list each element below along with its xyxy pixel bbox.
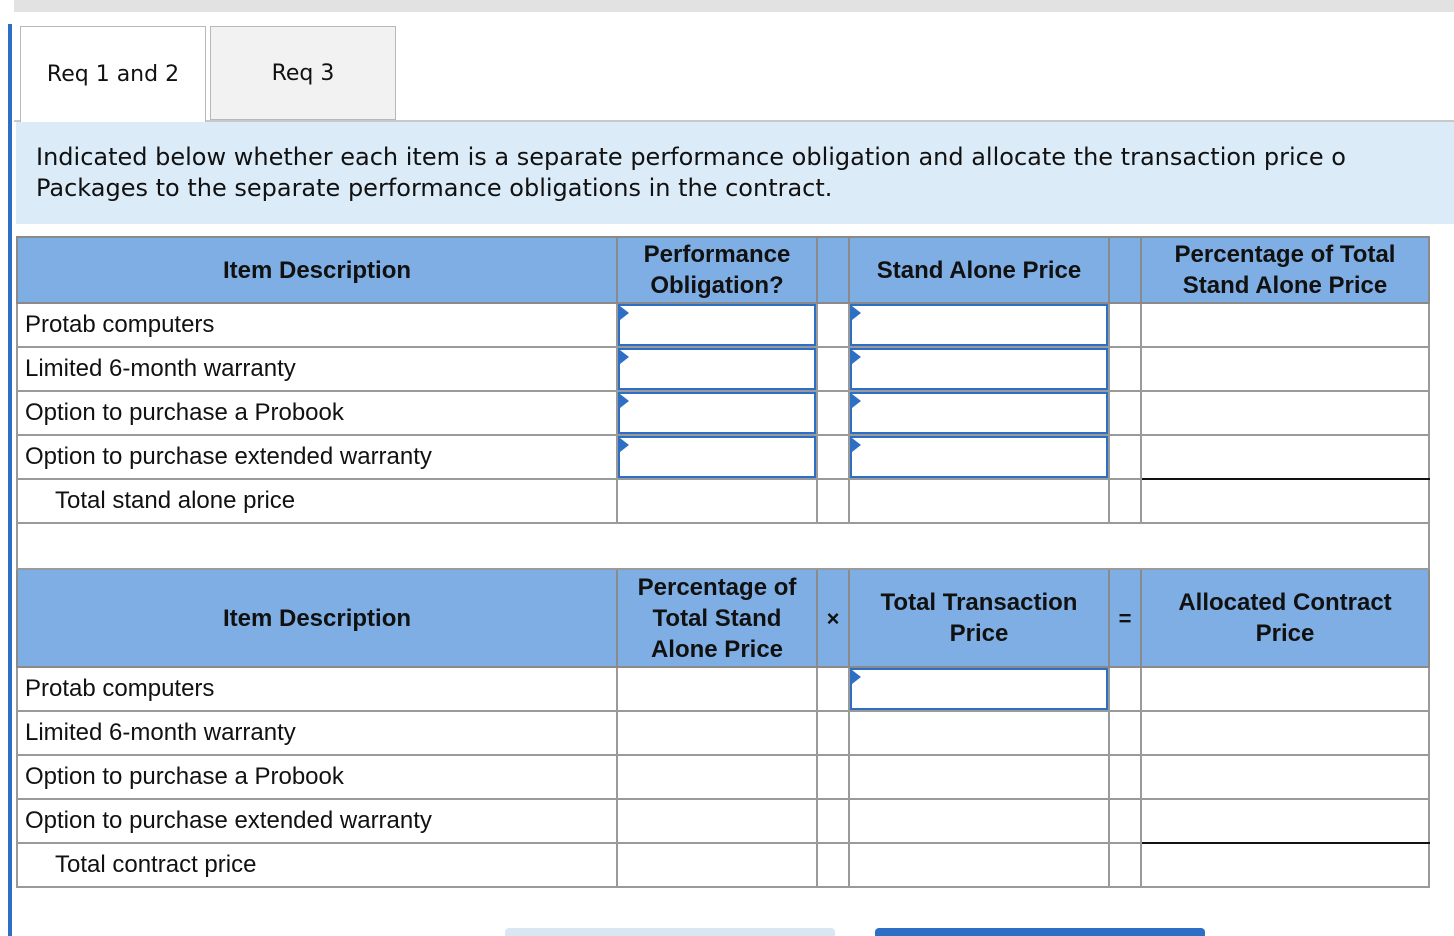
row-label: Option to purchase a Probook	[17, 391, 617, 435]
stand-alone-price-input[interactable]	[850, 304, 1108, 346]
top-bar	[14, 0, 1454, 12]
dropdown-indicator-icon	[620, 350, 629, 364]
allocation-worksheet	[16, 236, 1430, 888]
performance-obligation-cell	[617, 435, 817, 479]
percentage-cell	[1141, 303, 1429, 347]
performance-obligation-dropdown[interactable]	[618, 392, 816, 434]
stand-alone-price-input[interactable]	[850, 436, 1108, 478]
empty-cell	[817, 799, 849, 843]
total-contract-label: Total contract price	[17, 843, 617, 887]
table-row	[17, 435, 1429, 479]
dropdown-indicator-icon	[620, 394, 629, 408]
spacer-row	[17, 523, 1429, 569]
empty-cell	[817, 435, 849, 479]
header-stand-alone-price: Stand Alone Price	[849, 237, 1109, 303]
header-allocated-contract-price: Allocated Contract Price	[1141, 569, 1429, 667]
empty-cell	[1109, 755, 1141, 799]
header-spacer	[817, 237, 849, 303]
total-transaction-price-input[interactable]	[850, 668, 1108, 710]
table-row	[17, 347, 1429, 391]
empty-cell	[1109, 843, 1141, 887]
allocated-price-cell	[1141, 667, 1429, 711]
table-row	[17, 391, 1429, 435]
next-button[interactable]	[875, 928, 1205, 936]
left-accent-bar	[8, 24, 12, 936]
performance-obligation-dropdown[interactable]	[618, 304, 816, 346]
total-stand-alone-label: Total stand alone price	[17, 479, 617, 523]
row-label: Protab computers	[17, 303, 617, 347]
stand-alone-price-cell	[849, 303, 1109, 347]
times-operator: ×	[817, 569, 849, 667]
performance-obligation-dropdown[interactable]	[618, 436, 816, 478]
percentage-cell	[617, 667, 817, 711]
empty-cell	[817, 667, 849, 711]
total-row	[17, 479, 1429, 523]
input-indicator-icon	[852, 438, 861, 452]
empty-cell	[1109, 711, 1141, 755]
row-label: Option to purchase extended warranty	[17, 799, 617, 843]
empty-cell	[817, 711, 849, 755]
table-row	[17, 303, 1429, 347]
empty-cell	[1109, 347, 1141, 391]
row-label: Limited 6-month warranty	[17, 347, 617, 391]
total-contract-value	[1141, 843, 1429, 887]
empty-cell	[1109, 435, 1141, 479]
header-item-description: Item Description	[17, 237, 617, 303]
empty-cell	[817, 391, 849, 435]
input-indicator-icon	[852, 350, 861, 364]
tab-label: Req 3	[271, 60, 335, 86]
empty-cell	[617, 479, 817, 523]
performance-obligation-dropdown[interactable]	[618, 348, 816, 390]
stand-alone-price-cell	[849, 347, 1109, 391]
empty-cell	[1109, 303, 1141, 347]
transaction-price-cell	[849, 667, 1109, 711]
transaction-price-cell	[849, 711, 1109, 755]
instructions-panel	[16, 122, 1454, 224]
table-row	[17, 711, 1429, 755]
stand-alone-price-input[interactable]	[850, 348, 1108, 390]
percentage-cell	[617, 711, 817, 755]
dropdown-indicator-icon	[620, 438, 629, 452]
transaction-price-cell	[849, 755, 1109, 799]
spacer-cell	[17, 523, 1429, 569]
header-percentage-of-total: Percentage of Total Stand Alone Price	[1141, 237, 1429, 303]
table-row	[17, 799, 1429, 843]
row-label: Limited 6-month warranty	[17, 711, 617, 755]
allocated-price-cell	[1141, 799, 1429, 843]
equals-operator: =	[1109, 569, 1141, 667]
empty-cell	[817, 843, 849, 887]
performance-obligation-cell	[617, 391, 817, 435]
percentage-cell	[1141, 435, 1429, 479]
tab-req-3[interactable]	[210, 26, 396, 120]
stand-alone-price-cell	[849, 391, 1109, 435]
instructions-line-2: Packages to the separate performance obligations in the contract.	[36, 174, 833, 202]
percentage-cell	[617, 755, 817, 799]
row-label: Option to purchase extended warranty	[17, 435, 617, 479]
transaction-price-cell	[849, 799, 1109, 843]
input-indicator-icon	[852, 306, 861, 320]
dropdown-indicator-icon	[620, 306, 629, 320]
total-stand-alone-value	[849, 479, 1109, 523]
stand-alone-price-cell	[849, 435, 1109, 479]
tab-req-1-and-2[interactable]	[20, 26, 206, 122]
table-row	[17, 755, 1429, 799]
header-total-transaction-price: Total Transaction Price	[849, 569, 1109, 667]
header-performance-obligation: Performance Obligation?	[617, 237, 817, 303]
total-percentage-value	[1141, 479, 1429, 523]
percentage-cell	[617, 799, 817, 843]
previous-button[interactable]	[505, 928, 835, 936]
row-label: Protab computers	[17, 667, 617, 711]
empty-cell	[617, 843, 817, 887]
header-spacer	[1109, 237, 1141, 303]
empty-cell	[849, 843, 1109, 887]
stand-alone-price-input[interactable]	[850, 392, 1108, 434]
empty-cell	[817, 303, 849, 347]
tab-label: Req 1 and 2	[46, 62, 180, 87]
percentage-cell	[1141, 391, 1429, 435]
performance-obligation-cell	[617, 347, 817, 391]
header-item-description: Item Description	[17, 569, 617, 667]
allocated-price-cell	[1141, 755, 1429, 799]
instructions-line-1: Indicated below whether each item is a separate performance obligation and allocate the transaction price o	[36, 143, 1346, 171]
empty-cell	[1109, 479, 1141, 523]
percentage-cell	[1141, 347, 1429, 391]
input-indicator-icon	[852, 394, 861, 408]
input-indicator-icon	[852, 670, 861, 684]
empty-cell	[1109, 799, 1141, 843]
header-percentage-of-total: Percentage of Total Stand Alone Price	[617, 569, 817, 667]
empty-cell	[1109, 667, 1141, 711]
total-row	[17, 843, 1429, 887]
allocated-price-cell	[1141, 711, 1429, 755]
row-label: Option to purchase a Probook	[17, 755, 617, 799]
empty-cell	[817, 347, 849, 391]
performance-obligation-cell	[617, 303, 817, 347]
empty-cell	[817, 479, 849, 523]
table-row	[17, 667, 1429, 711]
empty-cell	[1109, 391, 1141, 435]
empty-cell	[817, 755, 849, 799]
